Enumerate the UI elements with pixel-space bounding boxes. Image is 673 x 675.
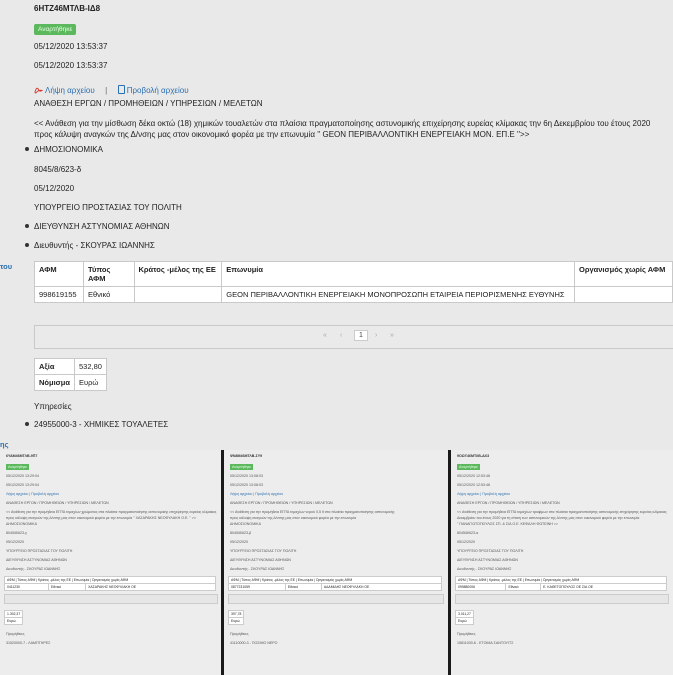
thumb-signer: Διευθυντής - ΣΚΟΥΡΑΣ ΙΩΑΝΝΗΣ bbox=[6, 567, 61, 571]
pager-last[interactable]: » bbox=[390, 332, 394, 339]
thumb-protocol: 8045/8/623-α bbox=[457, 531, 479, 535]
side-label-top: του bbox=[0, 262, 13, 271]
cell-afm-type: Εθνικό bbox=[83, 287, 134, 303]
thumb-type: ΑΝΑΘΕΣΗ ΕΡΓΩΝ / ΠΡΟΜΗΘΕΙΩΝ / ΥΠΗΡΕΣΙΩΝ / ΜΕΛΕΤΩΝ bbox=[6, 501, 109, 505]
thumb-links: Λήψη αρχείου | Προβολή αρχείου bbox=[230, 492, 284, 496]
thumb-table bbox=[228, 576, 442, 591]
thumb-date-2: 05/12/2020 12:53:46 bbox=[457, 483, 490, 487]
thumb-unit: ΔΙΕΥΘΥΝΣΗ ΑΣΤΥΝΟΜΙΑΣ ΑΘΗΝΩΝ bbox=[230, 558, 291, 562]
col-org-no-afm: Οργανισμός χωρίς ΑΦΜ bbox=[574, 262, 672, 287]
table-row bbox=[35, 287, 673, 303]
thumb-date-2: 05/12/2020 13:08:03 bbox=[230, 483, 263, 487]
col-afm-type: Τύπος ΑΦΜ bbox=[83, 262, 134, 287]
currency-value: Ευρώ bbox=[75, 375, 107, 391]
thumb-pager bbox=[228, 594, 444, 604]
thumb-value: 3.011,27 bbox=[456, 611, 474, 618]
organization: ΥΠΟΥΡΓΕΙΟ ΠΡΟΣΤΑΣΙΑΣ ΤΟΥ ΠΟΛΙΤΗ bbox=[34, 203, 182, 212]
thumb-category: Προμήθειες bbox=[6, 632, 25, 636]
thumb-amount bbox=[455, 610, 474, 625]
subject-line-1: << Ανάθεση για την μίσθωση δέκα οκτώ (18) χημικών τουαλετών στα πλαίσια πραγματοποίησης αστυνομικής επιχείρησης ευρείας κλίμακας την 6η Δεκεμβρίου του έτους 2020 bbox=[34, 119, 651, 128]
thumb-table-headers: ΑΦΜ | Τύπος ΑΦΜ | Κράτος -μέλος της ΕΕ | Επωνυμία | Οργανισμός χωρίς ΑΦΜ bbox=[5, 577, 216, 584]
thumb-cell-type: Εθνικό bbox=[285, 584, 321, 591]
thematic-item: ΔΗΜΟΣΙΟΝΟΜΙΚΑ bbox=[25, 145, 103, 154]
signer-item: Διευθυντής - ΣΚΟΥΡΑΣ ΙΩΑΝΝΗΣ bbox=[25, 241, 155, 250]
protocol-number: 8045/8/623-δ bbox=[34, 165, 82, 174]
thumb-type: ΑΝΑΘΕΣΗ ΕΡΓΩΝ / ΠΡΟΜΗΘΕΙΩΝ / ΥΠΗΡΕΣΙΩΝ / ΜΕΛΕΤΩΝ bbox=[230, 501, 333, 505]
thumb-cpv: 41110000-3 - ΠΟΣΙΜΟ ΝΕΡΟ bbox=[230, 641, 278, 645]
thumb-org: ΥΠΟΥΡΓΕΙΟ ΠΡΟΣΤΑΣΙΑΣ ΤΟΥ ΠΟΛΙΤΗ bbox=[6, 549, 73, 553]
thumb-category: Προμήθειες bbox=[230, 632, 249, 636]
link-separator: | bbox=[105, 86, 108, 95]
thumb-subject-2: προς κάλυψη αναγκών της Δ/νσης μας στον οικονομικό φορέα με την επωνυμία bbox=[230, 516, 357, 520]
thumbnail-strip bbox=[0, 450, 673, 675]
thumb-subject-1: << Ανάθεση για την προμήθεια ΕΠΤΑ τεμαχίων νερού 0,5 lt στα πλαίσια πραγματοποίησης αστυνομικής bbox=[230, 510, 395, 514]
thumb-cell-name: Ε. ΚΑΘΕΤΟΠΟΥΛΟΣ ΟΕ ΣΙΑ ΟΕ bbox=[541, 584, 667, 591]
thumb-ada: 9ΟΩΞ46ΜΤΛΒ-ΔΧ3 bbox=[457, 454, 490, 458]
issue-date: 05/12/2020 13:53:37 bbox=[34, 42, 108, 51]
bullet bbox=[25, 422, 29, 426]
thumb-table bbox=[455, 576, 667, 591]
thumb-signer: Διευθυντής - ΣΚΟΥΡΑΣ ΙΩΑΝΝΗΣ bbox=[230, 567, 285, 571]
thumb-date: 05/12/2020 bbox=[6, 540, 24, 544]
thumb-value: 397,78 bbox=[229, 611, 244, 618]
thumb-amount bbox=[228, 610, 244, 625]
thumb-cell-type: Εθνικό bbox=[49, 584, 86, 591]
thumb-cell-afm: 099880006 bbox=[456, 584, 506, 591]
thumb-ada: ΨΝ8Μ46ΜΤΛΒ-ΣΥ9 bbox=[230, 454, 263, 458]
thumb-subject-2: Δεκεμβρίου του έτους 2020 για τη σίτιση των αστυνομικών της Δ/νσης μας στον οικονομικό φορέα με την επωνυμία bbox=[457, 516, 640, 520]
thumb-org: ΥΠΟΥΡΓΕΙΟ ΠΡΟΣΤΑΣΙΑΣ ΤΟΥ ΠΟΛΙΤΗ bbox=[230, 549, 297, 553]
cell-afm: 998619155 bbox=[35, 287, 84, 303]
thumb-amount bbox=[4, 610, 23, 625]
decision-type: ΑΝΑΘΕΣΗ ΕΡΓΩΝ / ΠΡΟΜΗΘΕΙΩΝ / ΥΠΗΡΕΣΙΩΝ / ΜΕΛΕΤΩΝ bbox=[34, 99, 263, 108]
thumb-date-1: 05/12/2020 13:08:03 bbox=[230, 474, 263, 478]
thumb-cpv: 15811000-6 - ΕΤΟΙΜΑ ΣΑΝΤΟΥΙΤΣ bbox=[457, 641, 514, 645]
thumb-cell-afm: 0877231059 bbox=[229, 584, 286, 591]
thumb-type: ΑΝΑΘΕΣΗ ΕΡΓΩΝ / ΠΡΟΜΗΘΕΙΩΝ / ΥΠΗΡΕΣΙΩΝ / ΜΕΛΕΤΩΝ bbox=[457, 501, 560, 505]
pager-prev[interactable]: ‹ bbox=[340, 332, 343, 339]
thumb-date: 05/12/2020 bbox=[457, 540, 475, 544]
side-label-bottom: ης bbox=[0, 440, 9, 449]
thumbnail-card[interactable] bbox=[451, 450, 673, 675]
thumb-cpv: 31520000-7 - ΛΑΜΠΤΗΡΕΣ bbox=[6, 641, 51, 645]
thumb-status-badge: Αναρτήθηκε bbox=[459, 465, 479, 469]
thumb-subject-1: << Ανάθεση για την προμήθεια ΕΠΤΑ τεμαχίων τροφίμων στα πλαίσια πραγματοποίησης αστυνομικής επιχείρησης ευρείας κλίμακας bbox=[457, 510, 667, 514]
thumb-value: 1.302,37 bbox=[5, 611, 23, 618]
thumb-date-2: 05/12/2020 13:29:04 bbox=[6, 483, 39, 487]
bullet bbox=[25, 147, 29, 151]
value-label: Αξία bbox=[35, 359, 75, 375]
thumb-unit: ΔΙΕΥΘΥΝΣΗ ΑΣΤΥΝΟΜΙΑΣ ΑΘΗΝΩΝ bbox=[457, 558, 518, 562]
ada-code: 6ΗΤΖ46ΜΤΛΒ-ΙΔ8 bbox=[34, 4, 101, 13]
thumb-status-badge: Αναρτήθηκε bbox=[232, 465, 252, 469]
thumb-currency: Ευρώ bbox=[229, 618, 244, 625]
subject-line-2: προς κάλυψη αναγκών της Δ/νσης μας στον οικονομικό φορέα με την επωνυμία '' GEON ΠΕΡΙΒΑΛΛΟΝΤΙΚΗ ΕΝΕΡΓΕΙΑΚΗ ΜΟΝ. ΕΠ.Ε ''>> bbox=[34, 130, 530, 139]
thumbnail-card[interactable] bbox=[224, 450, 448, 675]
thumb-protocol: 8045/8/623-β bbox=[230, 531, 252, 535]
thumb-subject-3: ΔΗΜΟΣΙΟΝΟΜΙΚΑ bbox=[6, 522, 37, 526]
download-link[interactable]: Λήψη αρχείου bbox=[34, 80, 99, 97]
thumb-table bbox=[4, 576, 216, 591]
bullet bbox=[25, 243, 29, 247]
thumbnail-card[interactable] bbox=[0, 450, 221, 675]
thumb-cell-afm: 0411230 bbox=[5, 584, 49, 591]
thumb-subject-2: προς κάλυψη αναγκών της Δ/νσης μας στον οικονομικό φορέα με την επωνυμία '' ΧΑΣΑΡΑΚΗΣ ΝΕΟΦΥΛΑΚΗ Ο.Ε. '' >> bbox=[6, 516, 196, 520]
thumb-date-1: 05/12/2020 13:29:04 bbox=[6, 474, 39, 478]
thumb-cell-name: ΑΔΑΜΙΔΗΣ ΝΕΟΦΥΛΑΚΗ ΟΕ bbox=[321, 584, 441, 591]
thumb-date-1: 05/12/2020 12:53:46 bbox=[457, 474, 490, 478]
thumb-subject-3: ΔΗΜΟΣΙΟΝΟΜΙΚΑ bbox=[230, 522, 261, 526]
decision-date: 05/12/2020 bbox=[34, 184, 75, 193]
thumb-unit: ΔΙΕΥΘΥΝΣΗ ΑΣΤΥΝΟΜΙΑΣ ΑΘΗΝΩΝ bbox=[6, 558, 67, 562]
thumb-table-headers: ΑΦΜ | Τύπος ΑΦΜ | Κράτος -μέλος της ΕΕ | Επωνυμία | Οργανισμός χωρίς ΑΦΜ bbox=[456, 577, 667, 584]
view-link[interactable]: Προβολή αρχείου bbox=[118, 80, 189, 97]
document-icon bbox=[118, 85, 125, 94]
publish-date: 05/12/2020 13:53:37 bbox=[34, 61, 108, 70]
amount-table bbox=[34, 358, 107, 391]
thumb-subject-1: << Ανάθεση για την προμήθεια ΕΠΤΑ τεμαχίων χρώματος στα πλαίσια πραγματοποίησης αστυνομικής επιχείρησης ευρείας κλίμακας bbox=[6, 510, 217, 514]
thumb-pager bbox=[455, 594, 669, 604]
cell-name: GEON ΠΕΡΙΒΑΛΛΟΝΤΙΚΗ ΕΝΕΡΓΕΙΑΚΗ ΜΟΝΟΠΡΟΣΩΠΗ ΕΤΑΙΡΕΙΑ ΠΕΡΙΟΡΙΣΜΕΝΗΣ ΕΥΘΥΝΗΣ bbox=[222, 287, 575, 303]
thumb-status-badge: Αναρτήθηκε bbox=[8, 465, 28, 469]
cell-member-state bbox=[134, 287, 222, 303]
thumb-org: ΥΠΟΥΡΓΕΙΟ ΠΡΟΣΤΑΣΙΑΣ ΤΟΥ ΠΟΛΙΤΗ bbox=[457, 549, 524, 553]
pdf-icon bbox=[34, 85, 43, 94]
thumb-links: Λήψη αρχείου | Προβολή αρχείου bbox=[457, 492, 511, 496]
thumb-signer: Διευθυντής - ΣΚΟΥΡΑΣ ΙΩΑΝΝΗΣ bbox=[457, 567, 512, 571]
pager-current[interactable]: 1 bbox=[354, 330, 368, 341]
file-links bbox=[34, 80, 189, 98]
col-name: Επωνυμία bbox=[222, 262, 575, 287]
category: Υπηρεσίες bbox=[34, 402, 72, 411]
thumb-currency: Ευρώ bbox=[456, 618, 474, 625]
thumb-cell-type: Εθνικό bbox=[506, 584, 541, 591]
thumb-date: 05/12/2020 bbox=[230, 540, 248, 544]
pager-next[interactable]: › bbox=[375, 332, 378, 339]
unit-item: ΔΙΕΥΘΥΝΣΗ ΑΣΤΥΝΟΜΙΑΣ ΑΘΗΝΩΝ bbox=[25, 222, 170, 231]
bullet bbox=[25, 224, 29, 228]
thumb-ada: 6ΥΑΜ46ΜΤΛΒ-9Π7 bbox=[6, 454, 38, 458]
thumb-cell-name: ΧΑΣΑΡΑΚΗΣ ΝΕΟΦΥΛΑΚΗ ΟΕ bbox=[86, 584, 216, 591]
pagination bbox=[34, 325, 673, 349]
thumb-links: Λήψη αρχείου | Προβολή αρχείου bbox=[6, 492, 60, 496]
currency-label: Νόμισμα bbox=[35, 375, 75, 391]
table-header-row bbox=[35, 262, 673, 287]
col-member-state: Κράτος -μέλος της ΕΕ bbox=[134, 262, 222, 287]
thumb-table-headers: ΑΦΜ | Τύπος ΑΦΜ | Κράτος -μέλος της ΕΕ | Επωνυμία | Οργανισμός χωρίς ΑΦΜ bbox=[229, 577, 442, 584]
cell-org-no-afm bbox=[574, 287, 672, 303]
thumb-protocol: 8045/8/623-γ bbox=[6, 531, 27, 535]
value-amount: 532,80 bbox=[75, 359, 107, 375]
cpv-item: 24955000-3 - ΧΗΜΙΚΕΣ ΤΟΥΑΛΕΤΕΣ bbox=[25, 420, 168, 429]
thumb-currency: Ευρώ bbox=[5, 618, 23, 625]
thumb-category: Προμήθειες bbox=[457, 632, 476, 636]
thumb-subject-3: '' ΠΑΝΑΓΙΩΤΟΠΟΥΛΟΣ ΣΠ. & ΣΙΑ Ο.Ε. ΚΕΦΑΛΗ ΦΩΤΕΙΝΗ >> bbox=[457, 522, 558, 526]
thumb-pager bbox=[4, 594, 218, 604]
contractors-table bbox=[34, 261, 673, 303]
col-afm: ΑΦΜ bbox=[35, 262, 84, 287]
status-badge: Αναρτήθηκε bbox=[34, 24, 76, 35]
pager-first[interactable]: « bbox=[323, 332, 327, 339]
